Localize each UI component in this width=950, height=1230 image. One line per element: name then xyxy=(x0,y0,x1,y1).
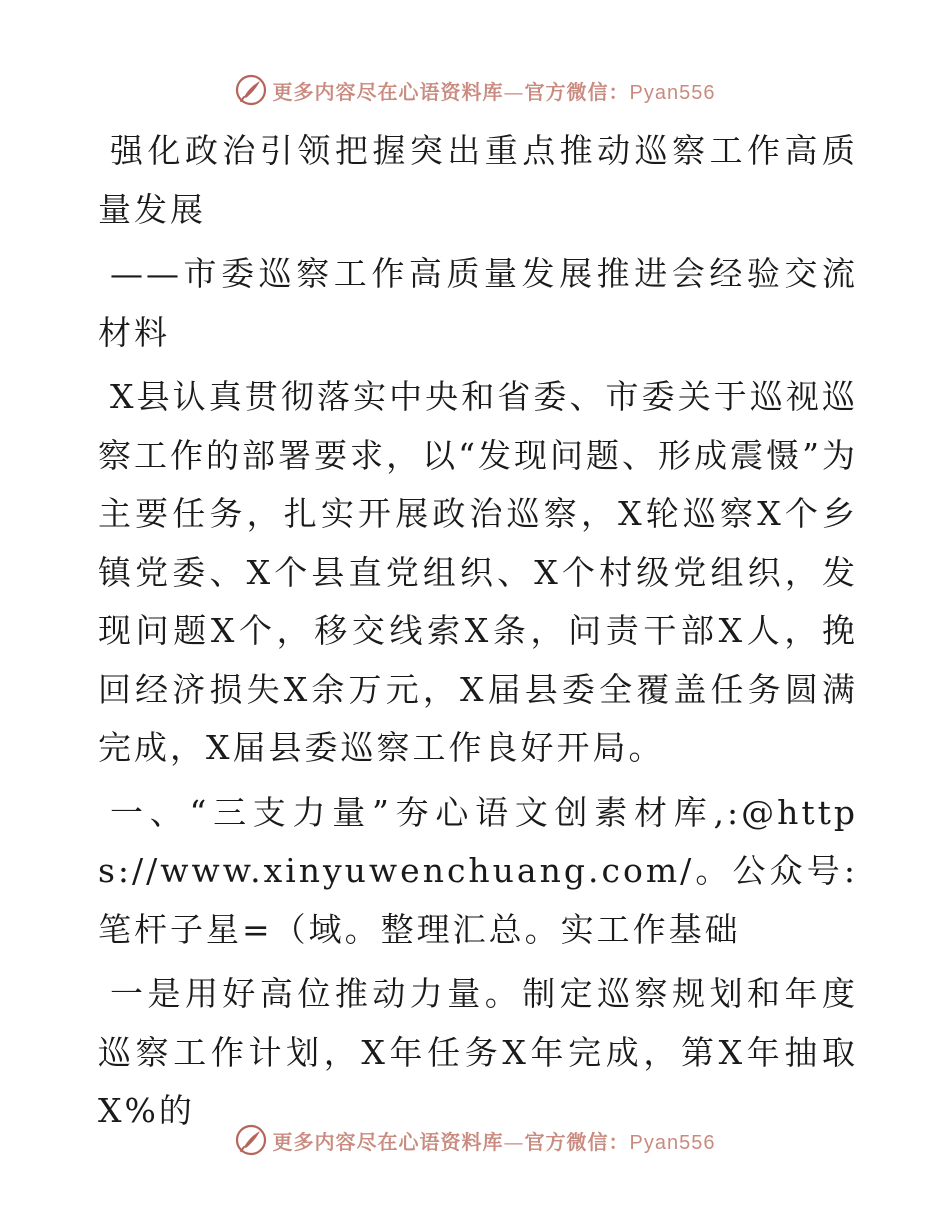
document-title: 强化政治引领把握突出重点推动巡察工作高质量发展 xyxy=(98,131,858,229)
watermark-brand: 更多内容尽在心语资料库 xyxy=(272,1129,504,1154)
document-subtitle: ——市委巡察工作高质量发展推进会经验交流材料 xyxy=(98,254,858,352)
watermark-brand: 更多内容尽在心语资料库 xyxy=(272,79,504,104)
paragraph-one: 一是用好高位推动力量。制定巡察规划和年度巡察工作计划，X年任务X年完成，第X年抽取X%的 xyxy=(98,974,858,1130)
watermark-separator: — xyxy=(503,1129,525,1154)
document-body xyxy=(98,122,858,1147)
watermark-official-label: 官方微信： xyxy=(524,1129,630,1154)
watermark-wechat-id: Pyan556 xyxy=(629,81,716,104)
header-watermark xyxy=(0,70,950,110)
section-one-heading: 一、“三支力量”夯心语文创素材库,:@https://www.xinyuwenchuang.com/。公众号: 笔杆子星=（域。整理汇总。实工作基础 xyxy=(98,792,858,949)
watermark-text xyxy=(273,76,716,105)
footer-watermark xyxy=(0,1120,950,1160)
watermark-separator: — xyxy=(503,79,525,104)
watermark-text xyxy=(273,1126,716,1155)
watermark-wechat-id: Pyan556 xyxy=(629,1131,716,1154)
quill-pen-logo-icon xyxy=(235,74,267,106)
watermark-official-label: 官方微信： xyxy=(524,79,630,104)
quill-pen-logo-icon xyxy=(235,1124,267,1156)
intro-paragraph: X县认真贯彻落实中央和省委、市委关于巡视巡察工作的部署要求，以“发现问题、形成震慑”为主要任务，扎实开展政治巡察，X轮巡察X个乡镇党委、X个县直党组织、X个村级党组织，发现问题X个，移交线索X条，问责干部X人，挽回经济损失X余万元，X届县委全覆盖任务圆满完成，X届县委巡察工作良好开局。 xyxy=(98,377,858,767)
